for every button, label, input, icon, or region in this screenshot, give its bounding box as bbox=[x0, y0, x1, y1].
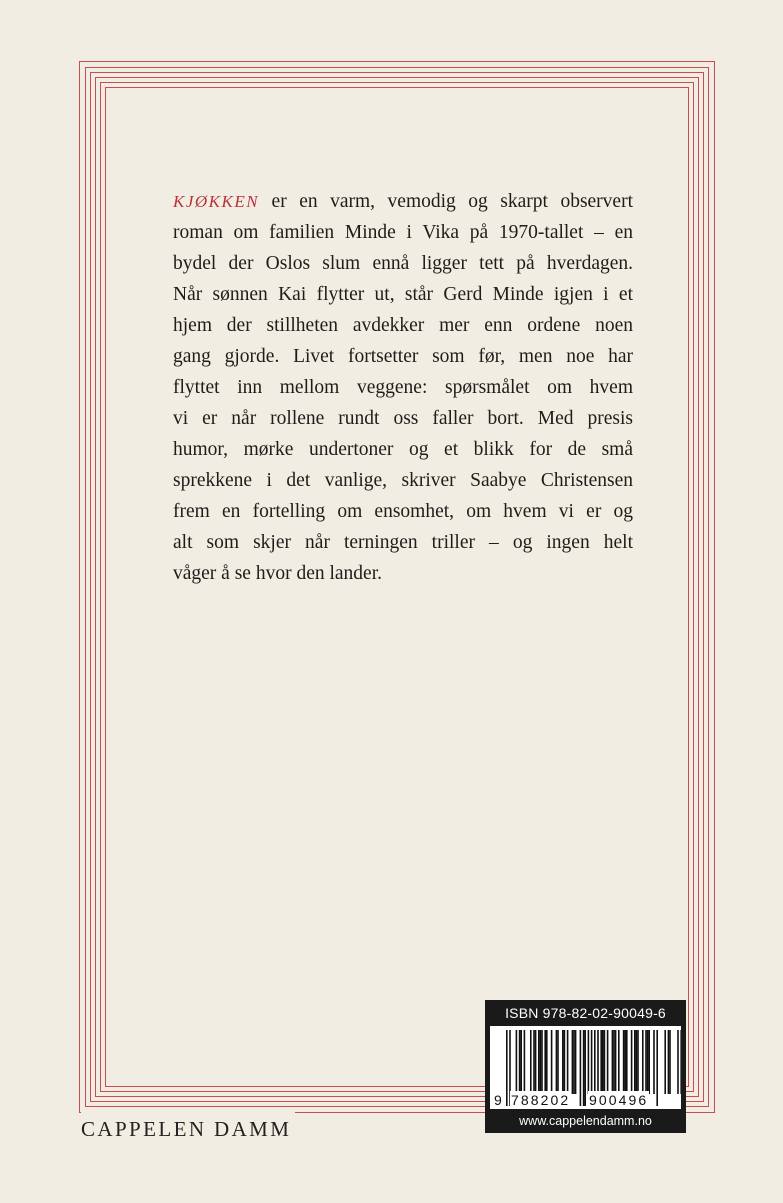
barcode-bar bbox=[634, 1030, 636, 1094]
barcode-bar bbox=[631, 1030, 633, 1094]
barcode-bar bbox=[602, 1030, 604, 1094]
barcode-bar bbox=[615, 1030, 617, 1094]
barcode-bar bbox=[588, 1030, 590, 1094]
blurb-line: Når sønnen Kai flytter ut, står Gerd Minde igjen i et bbox=[173, 284, 633, 305]
barcode-bar bbox=[642, 1030, 644, 1094]
barcode-bar bbox=[613, 1030, 615, 1094]
barcode-digit-group-1: 788202 bbox=[511, 1092, 571, 1108]
blurb-line-1: KJØKKEN er en varm, vemodig og skarpt observert bbox=[173, 191, 633, 212]
barcode-bar bbox=[573, 1030, 575, 1094]
barcode-bar bbox=[519, 1030, 521, 1094]
barcode-bar bbox=[591, 1030, 593, 1094]
barcode-bar bbox=[540, 1030, 542, 1094]
barcode-bar bbox=[541, 1030, 543, 1094]
blurb-line: sprekkene i det vanlige, skriver Saabye Christensen bbox=[173, 470, 633, 491]
barcode-bar bbox=[618, 1030, 620, 1094]
back-cover-blurb bbox=[173, 186, 633, 589]
isbn-barcode-box bbox=[485, 1000, 686, 1133]
barcode-bar bbox=[538, 1030, 540, 1094]
blurb-line: alt som skjer når terningen triller – og ingen helt bbox=[173, 532, 633, 553]
barcode-bar bbox=[544, 1030, 546, 1094]
barcode bbox=[490, 1026, 681, 1109]
barcode-bar bbox=[668, 1030, 670, 1094]
barcode-bar bbox=[556, 1030, 558, 1094]
blurb-line: bydel der Oslos slum ennå ligger tett på hverdagen. bbox=[173, 253, 633, 274]
barcode-bar bbox=[520, 1030, 522, 1094]
blurb-line: hjem der stillheten avdekker mer enn ordene noen bbox=[173, 315, 633, 336]
barcode-bar bbox=[546, 1030, 548, 1094]
blurb-line: vi er når rollene rundt oss faller bort. Med presis bbox=[173, 408, 633, 429]
barcode-lead-digit: 9 bbox=[494, 1092, 502, 1108]
barcode-digits bbox=[490, 1091, 681, 1109]
barcode-bar bbox=[516, 1030, 518, 1094]
blurb-line: roman om familien Minde i Vika på 1970-tallet – en bbox=[173, 222, 633, 243]
blurb-line: frem en fortelling om ensomhet, om hvem vi er og bbox=[173, 501, 633, 522]
barcode-bar bbox=[530, 1030, 532, 1094]
barcode-bar bbox=[612, 1030, 614, 1094]
barcode-bar bbox=[669, 1030, 671, 1094]
barcode-bar bbox=[562, 1030, 564, 1094]
publisher-website: www.cappelendamm.no bbox=[519, 1114, 652, 1128]
book-title-word: KJØKKEN bbox=[173, 192, 260, 211]
barcode-bar bbox=[653, 1030, 655, 1094]
barcode-bar bbox=[677, 1030, 679, 1094]
barcode-bar bbox=[626, 1030, 628, 1094]
barcode-bar bbox=[564, 1030, 566, 1094]
barcode-bar bbox=[524, 1030, 526, 1094]
barcode-bar bbox=[607, 1030, 609, 1094]
barcode-bar bbox=[600, 1030, 602, 1094]
barcode-bar bbox=[645, 1030, 647, 1094]
barcode-bar bbox=[557, 1030, 559, 1094]
barcode-bar bbox=[637, 1030, 639, 1094]
blurb-line-last: våger å se hvor den lander. bbox=[173, 563, 382, 584]
barcode-bar bbox=[604, 1030, 606, 1094]
barcode-bar bbox=[572, 1030, 574, 1094]
barcode-bar bbox=[594, 1030, 596, 1094]
barcode-bar bbox=[664, 1030, 666, 1094]
isbn-label: ISBN 978-82-02-90049-6 bbox=[505, 1005, 666, 1021]
barcode-bar bbox=[551, 1030, 553, 1094]
blurb-line: humor, mørke undertoner og et blikk for de små bbox=[173, 439, 633, 460]
publisher-logo: CAPPELEN DAMM bbox=[81, 1112, 295, 1146]
barcode-bar bbox=[624, 1030, 626, 1094]
barcode-bar bbox=[567, 1030, 569, 1094]
barcode-bar bbox=[533, 1030, 535, 1094]
barcode-bar bbox=[680, 1030, 681, 1094]
barcode-bar bbox=[597, 1030, 599, 1094]
barcode-bar bbox=[648, 1030, 650, 1094]
barcode-bar bbox=[636, 1030, 638, 1094]
barcode-bar bbox=[647, 1030, 649, 1094]
blurb-line: gang gjorde. Livet fortsetter som før, men noe har bbox=[173, 346, 633, 367]
barcode-bar bbox=[535, 1030, 537, 1094]
barcode-bar bbox=[575, 1030, 577, 1094]
barcode-bar bbox=[623, 1030, 625, 1094]
blurb-line: flyttet inn mellom veggene: spørsmålet om hvem bbox=[173, 377, 633, 398]
barcode-digit-group-2: 900496 bbox=[589, 1092, 649, 1108]
